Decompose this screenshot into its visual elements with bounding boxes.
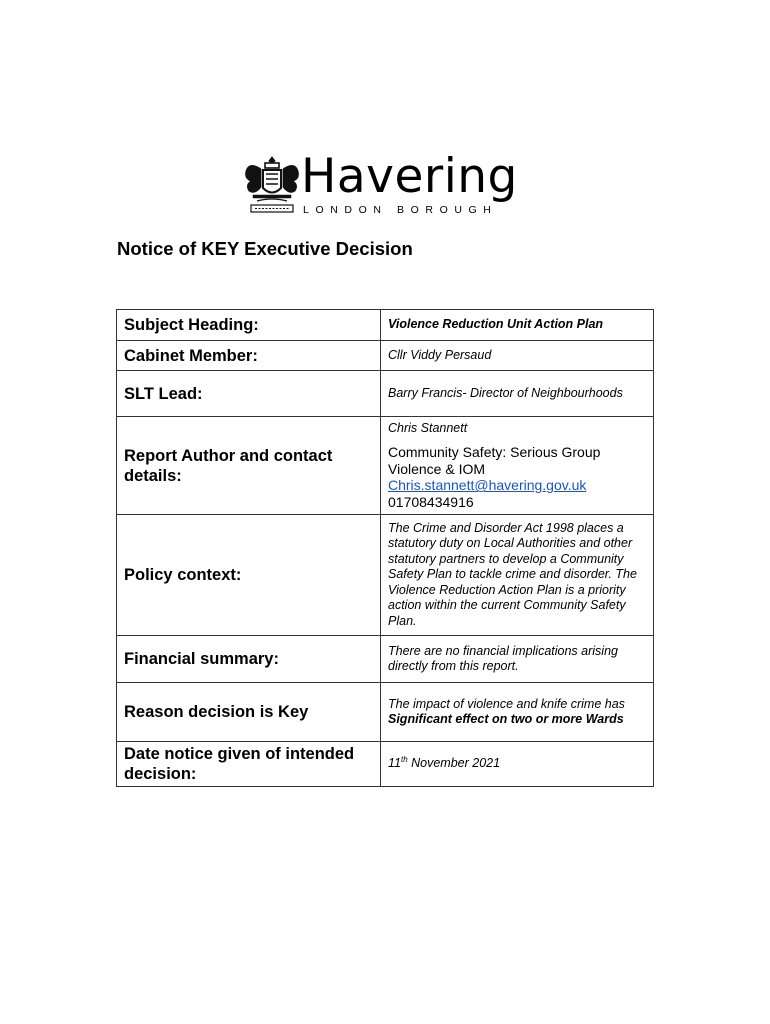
decision-table — [116, 309, 654, 787]
slt-lead-label: SLT Lead: — [117, 371, 381, 417]
author-name: Chris Stannett — [388, 420, 468, 435]
reason-key-label: Reason decision is Key — [117, 683, 381, 742]
date-day: 11 — [388, 756, 401, 771]
reason-emphasis: Significant effect on two or more Wards — [388, 712, 624, 726]
row-cabinet-member — [117, 341, 654, 371]
row-date-notice — [117, 742, 654, 787]
author-team: Community Safety: Serious Group Violence & IOM — [388, 444, 601, 477]
logo-subtitle: LONDON BOROUGH — [303, 204, 498, 216]
borough-crest-icon — [243, 155, 301, 217]
row-policy-context — [117, 515, 654, 636]
date-notice-value — [381, 742, 654, 787]
subject-heading-label: Subject Heading: — [117, 310, 381, 341]
report-author-details — [381, 417, 654, 515]
row-reason-key — [117, 683, 654, 742]
reason-text: The impact of violence and knife crime has — [388, 696, 625, 711]
date-notice-label: Date notice given of intended decision: — [117, 742, 381, 787]
financial-summary-value: There are no financial implications arising directly from this report. — [381, 636, 654, 683]
reason-key-value — [381, 683, 654, 742]
row-financial-summary — [117, 636, 654, 683]
page-title: Notice of KEY Executive Decision — [117, 238, 413, 259]
havering-logo — [243, 149, 523, 219]
financial-summary-label: Financial summary: — [117, 636, 381, 683]
author-phone: 01708434916 — [388, 493, 474, 510]
slt-lead-value: Barry Francis- Director of Neighbourhoods — [381, 371, 654, 417]
policy-context-value: The Crime and Disorder Act 1998 places a statutory duty on Local Authorities and other statutory partners to develop a Community Safety Plan to tackle crime and disorder. The Violence Reduction Action Plan is a priority action within the current Community Safety Plan. — [381, 515, 654, 636]
cabinet-member-label: Cabinet Member: — [117, 341, 381, 371]
row-slt-lead — [117, 371, 654, 417]
subject-heading-value: Violence Reduction Unit Action Plan — [381, 310, 654, 341]
policy-context-label: Policy context: — [117, 515, 381, 636]
row-subject-heading — [117, 310, 654, 341]
logo-wordmark: Havering — [301, 149, 518, 204]
date-month-year: November 2021 — [407, 756, 501, 771]
cabinet-member-value: Cllr Viddy Persaud — [381, 341, 654, 371]
date-ordinal: th — [400, 755, 408, 765]
author-email-link[interactable]: Chris.stannett@havering.gov.uk — [388, 477, 587, 494]
report-author-label: Report Author and contact details: — [117, 417, 381, 515]
row-report-author — [117, 417, 654, 515]
